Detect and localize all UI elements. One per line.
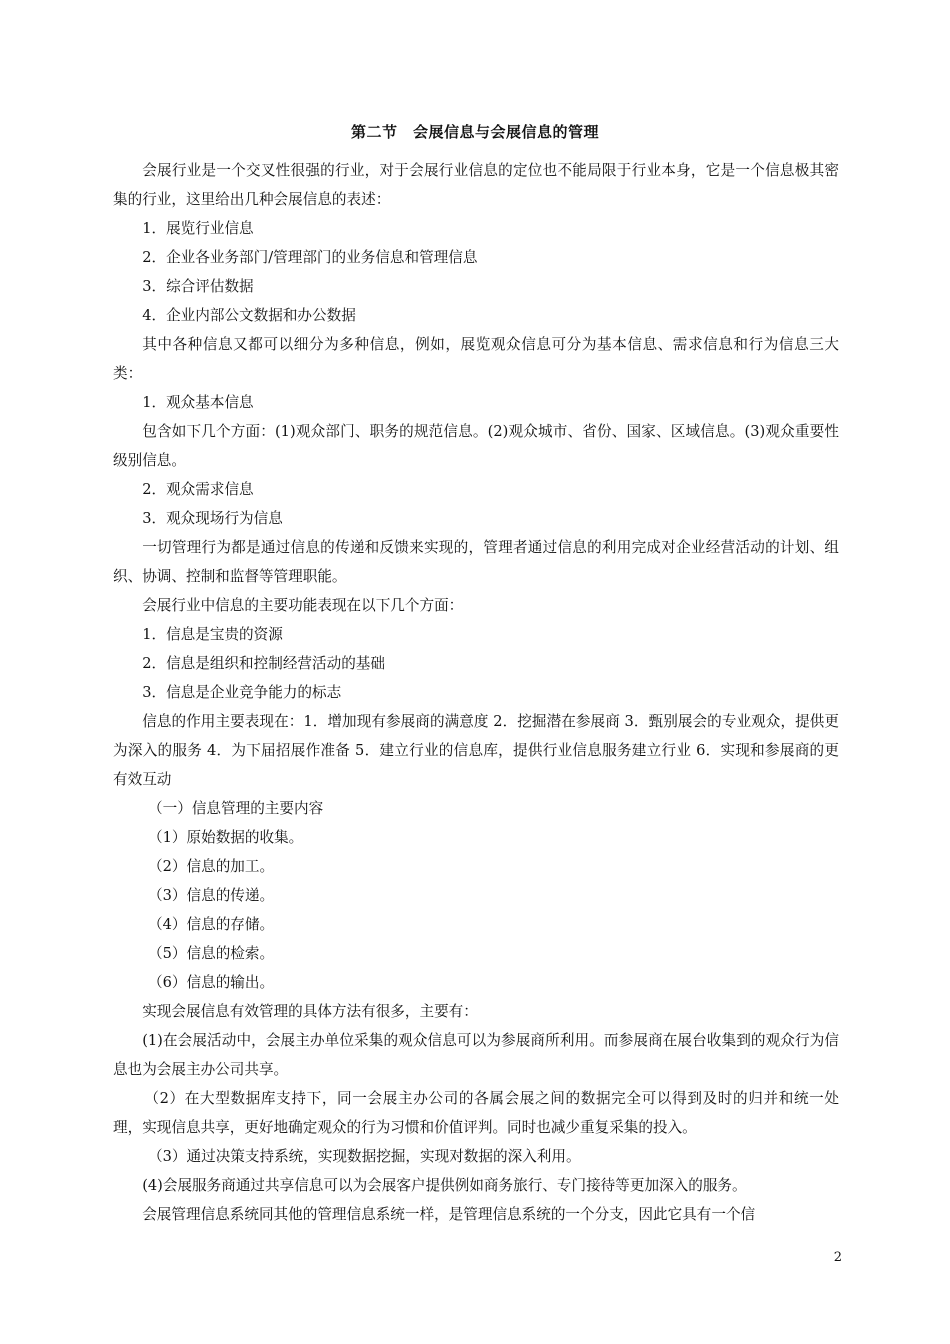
body-text <box>113 156 839 1229</box>
list-item: 1．信息是宝贵的资源 <box>142 626 283 643</box>
subsection-heading: （一）信息管理的主要内容 <box>148 800 324 817</box>
list-item: （4）信息的存储。 <box>148 916 275 933</box>
list-item: （1）原始数据的收集。 <box>148 829 304 846</box>
paragraph: 包含如下几个方面：(1)观众部门、职务的规范信息。(2)观众城市、省份、国家、区域信息。(3)观众重要性级别信息。 <box>113 423 839 469</box>
list-item: （3）信息的传递。 <box>148 887 275 904</box>
list-item: （6）信息的输出。 <box>148 974 275 991</box>
list-item: 3．综合评估数据 <box>142 278 254 295</box>
list-item: （5）信息的检索。 <box>148 945 275 962</box>
list-item: 3．信息是企业竞争能力的标志 <box>142 684 342 701</box>
list-item: 1．观众基本信息 <box>142 394 254 411</box>
paragraph: 会展管理信息系统同其他的管理信息系统一样，是管理信息系统的一个分支，因此它具有一个信 <box>142 1206 756 1223</box>
paragraph: 会展行业中信息的主要功能表现在以下几个方面： <box>142 597 464 614</box>
list-item: 3．观众现场行为信息 <box>142 510 283 527</box>
list-item: 2．信息是组织和控制经营活动的基础 <box>142 655 385 672</box>
list-item: 1．展览行业信息 <box>142 220 254 237</box>
paragraph: 其中各种信息又都可以细分为多种信息，例如，展览观众信息可分为基本信息、需求信息和行为信息三大类： <box>113 336 839 382</box>
section-title: 第二节 会展信息与会展信息的管理 <box>350 123 599 141</box>
paragraph: 会展行业是一个交叉性很强的行业，对于会展行业信息的定位也不能局限于行业本身，它是一个信息极其密集的行业，这里给出几种会展信息的表述： <box>113 162 839 208</box>
list-item: 2．观众需求信息 <box>142 481 254 498</box>
list-item: 4．企业内部公文数据和办公数据 <box>142 307 356 324</box>
paragraph: (1)在会展活动中，会展主办单位采集的观众信息可以为参展商所利用。而参展商在展台收集到的观众行为信息也为会展主办公司共享。 <box>113 1032 839 1078</box>
page-number: 2 <box>833 1250 842 1265</box>
paragraph: (4)会展服务商通过共享信息可以为会展客户提供例如商务旅行、专门接待等更加深入的服务。 <box>142 1177 747 1194</box>
paragraph: 信息的作用主要表现在：1．增加现有参展商的满意度 2．挖掘潜在参展商 3．甄别展会的专业观众，提供更为深入的服务 4．为下届招展作准备 5．建立行业的信息库，提供行业信息服务建立行业 6．实现和参展商的更有效互动 <box>113 713 839 788</box>
paragraph: （3）通过决策支持系统，实现数据挖掘，实现对数据的深入利用。 <box>148 1148 581 1165</box>
paragraph: 一切管理行为都是通过信息的传递和反馈来实现的，管理者通过信息的利用完成对企业经营活动的计划、组织、协调、控制和监督等管理职能。 <box>113 539 839 585</box>
paragraph: 实现会展信息有效管理的具体方法有很多，主要有： <box>142 1003 478 1020</box>
list-item: （2）信息的加工。 <box>148 858 275 875</box>
list-item: 2．企业各业务部门/管理部门的业务信息和管理信息 <box>142 249 478 266</box>
paragraph: （2）在大型数据库支持下，同一会展主办公司的各属会展之间的数据完全可以得到及时的归并和统一处理，实现信息共享，更好地确定观众的行为习惯和价值评判。同时也减少重复采集的投入。 <box>113 1090 839 1136</box>
